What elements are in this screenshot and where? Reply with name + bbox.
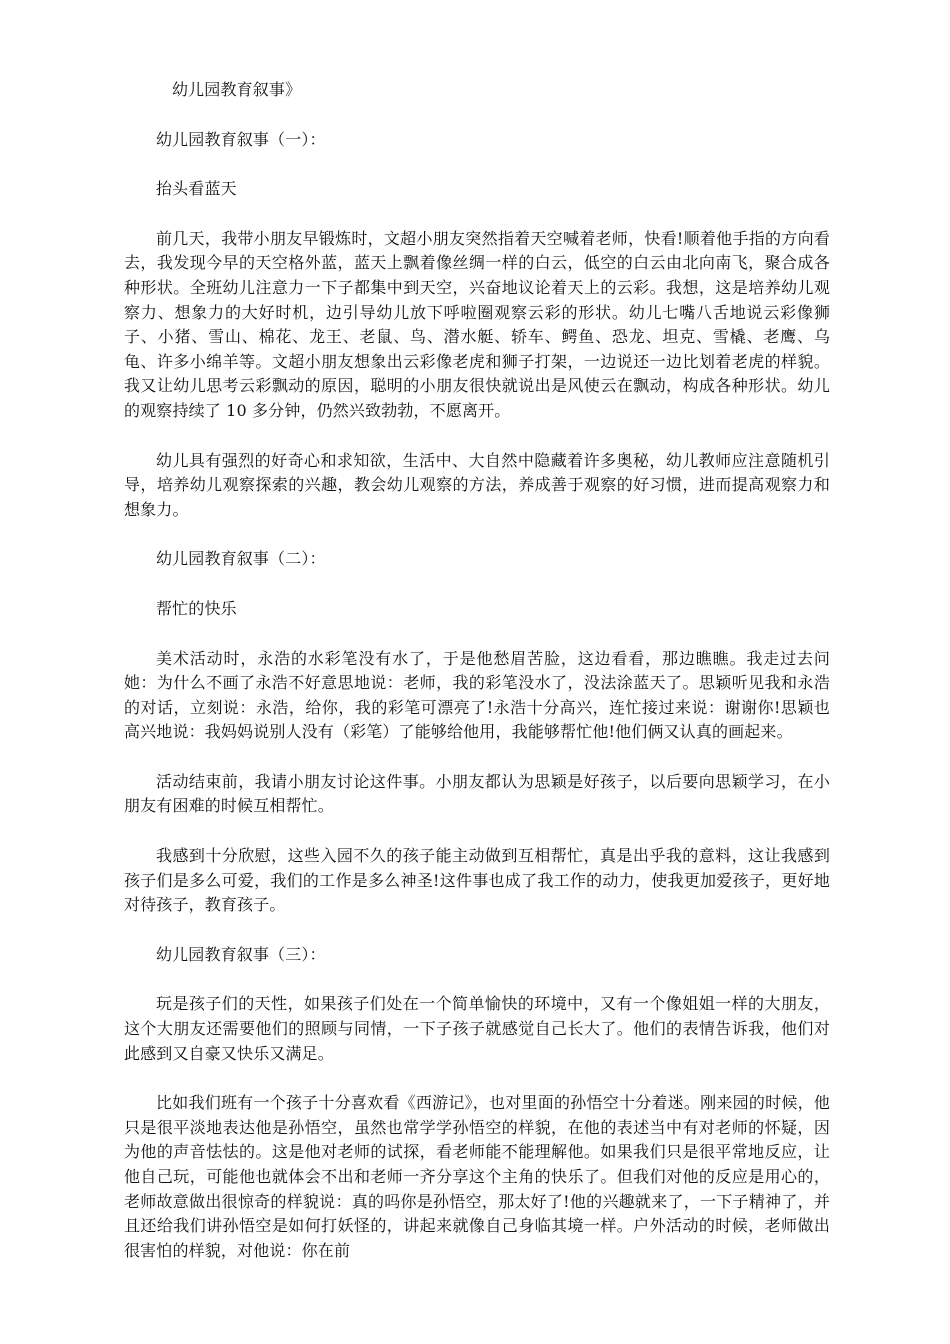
section-2-paragraph-3: 我感到十分欣慰，这些入园不久的孩子能主动做到互相帮忙，真是出乎我的意料，这让我感到孩子们是多么可爱，我们的工作是多么神圣!这件事也成了我工作的动力，使我更加爱孩子，更好地对待孩子，教育孩子。 — [124, 846, 830, 915]
section-1-heading: 幼儿园教育叙事（一）： — [156, 129, 326, 149]
section-2-paragraph-2: 活动结束前，我请小朋友讨论这件事。小朋友都认为思颖是好孩子，以后要向思颖学习，在小朋友有困难的时候互相帮忙。 — [124, 771, 830, 816]
document-title: 幼儿园教育叙事》 — [172, 80, 302, 99]
section-3-paragraph-1: 玩是孩子们的天性，如果孩子们处在一个简单愉快的环境中，又有一个像姐姐一样的大朋友，这个大朋友还需要他们的照顾与同情，一下子孩子就感觉自己长大了。他们的表情告诉我，他们对此感到又自豪又快乐又满足。 — [124, 994, 830, 1063]
section-1-paragraph-1: 前几天，我带小朋友早锻炼时，文超小朋友突然指着天空喊着老师，快看!顺着他手指的方向看去，我发现今早的天空格外蓝，蓝天上飘着像丝绸一样的白云，低空的白云由北向南飞，聚合成各种形状。全班幼儿注意力一下子都集中到天空，兴奋地议论着天上的云彩。我想，这是培养幼儿观察力、想象力的大好时机，边引导幼儿放下呼啦圈观察云彩的形状。幼儿七嘴八舌地说云彩像狮子、小猪、雪山、棉花、龙王、老鼠、鸟、潜水艇、轿车、鳄鱼、恐龙、坦克、雪橇、老鹰、乌龟、许多小绵羊等。文超小朋友想象出云彩像老虎和狮子打架，一边说还一边比划着老虎的样貌。我又让幼儿思考云彩飘动的原因，聪明的小朋友很快就说出是风使云在飘动，构成各种形状。幼儿的观察持续了 10 多分钟，仍然兴致勃勃，不愿离开。 — [124, 228, 830, 420]
section-2-subtitle: 帮忙的快乐 — [156, 598, 237, 618]
section-2-paragraph-1: 美术活动时，永浩的水彩笔没有水了，于是他愁眉苦脸，这边看看，那边瞧瞧。我走过去问她：为什么不画了永浩不好意思地说：老师，我的彩笔没水了，没法涂蓝天了。思颖听见我和永浩的对话，立刻说：永浩，给你，我的彩笔可漂亮了!永浩十分高兴，连忙接过来说：谢谢你!思颖也高兴地说：我妈妈说别人没有（彩笔）了能够给他用，我能够帮忙他!他们俩又认真的画起来。 — [124, 648, 830, 742]
document-page — [124, 78, 830, 1263]
section-3-paragraph-2: 比如我们班有一个孩子十分喜欢看《西游记》，也对里面的孙悟空十分着迷。刚来园的时候，他只是很平淡地表达他是孙悟空，虽然也常学学孙悟空的样貌，在他的表述当中有对老师的怀疑，因为他的声音怯怯的。这是他对老师的试探，看老师能不能理解他。如果我们只是很平常地反应，让他自己玩，可能他也就体会不出和老师一齐分享这个主角的快乐了。但我们对他的反应是用心的，老师故意做出很惊奇的样貌说：真的吗你是孙悟空，那太好了!他的兴趣就来了，一下子精神了，并且还给我们讲孙悟空是如何打妖怪的，讲起来就像自己身临其境一样。户外活动的时候，老师做出很害怕的样貌，对他说：你在前 — [124, 1093, 830, 1260]
section-1-subtitle: 抬头看蓝天 — [156, 179, 237, 199]
section-3-heading: 幼儿园教育叙事（三）： — [156, 944, 326, 964]
section-2-heading: 幼儿园教育叙事（二）： — [156, 549, 326, 569]
section-1-paragraph-2: 幼儿具有强烈的好奇心和求知欲，生活中、大自然中隐藏着许多奥秘，幼儿教师应注意随机引导，培养幼儿观察探索的兴趣，教会幼儿观察的方法，养成善于观察的好习惯，进而提高观察力和想象力。 — [124, 450, 830, 519]
